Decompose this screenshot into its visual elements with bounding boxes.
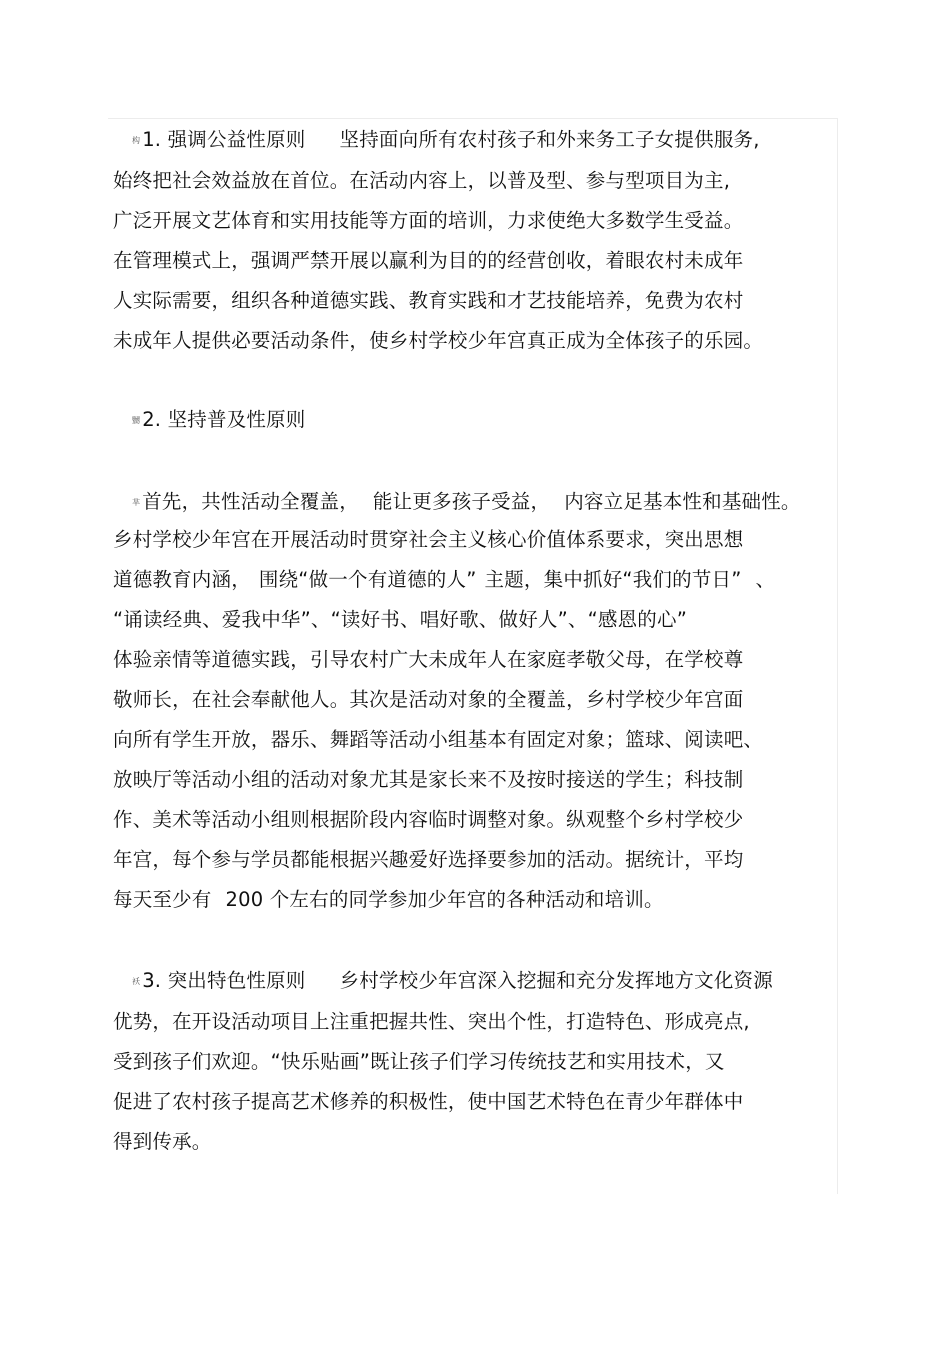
section-1-line: 始终把社会效益放在首位。在活动内容上，以普及型、参与型项目为主,: [113, 169, 731, 192]
section-1-heading: 1. 强调公益性原则: [142, 128, 306, 151]
section-2-line: 作、美术等活动小组则根据阶段内容临时调整对象。纵观整个乡村学校少: [113, 808, 744, 831]
section-3-marker: 袄: [132, 976, 141, 986]
section-2-first-part: 首先，共性活动全覆盖，: [142, 490, 359, 513]
section-2-part: 每天至少有: [113, 888, 212, 911]
section-1-line: 人实际需要，组织各种道德实践、教育实践和才艺技能培养，免费为农村: [113, 289, 744, 312]
section-2-line: “诵读经典、爱我中华”、“读好书、唱好歌、做好人”、“感恩的心”: [113, 608, 688, 631]
section-2-part: 道德教育内涵，: [113, 568, 251, 591]
section-3-first-line: [132, 968, 773, 995]
section-1-line: 未成年人提供必要活动条件，使乡村学校少年宫真正成为全体孩子的乐园。: [113, 329, 764, 352]
section-1-line: 广泛开展文艺体育和实用技能等方面的培训，力求使绝大多数学生受益。: [113, 209, 744, 232]
section-2-part: 主题，集中抓好“我们的节日”: [484, 568, 742, 591]
section-2-line: 乡村学校少年宫在开展活动时贯穿社会主义核心价值体系要求，突出思想: [113, 528, 744, 551]
section-3-line: 促进了农村孩子提高艺术修养的积极性，使中国艺术特色在青少年群体中: [113, 1090, 744, 1113]
section-2-first-line: [132, 489, 801, 516]
section-2-first-part: 内容立足基本性和基础性。: [564, 490, 801, 513]
section-2-line: 敬师长，在社会奉献他人。其次是活动对象的全覆盖，乡村学校少年宫面: [113, 688, 744, 711]
section-2-first-part: 能让更多孩子受益，: [372, 490, 551, 513]
section-2-body-marker: 芈: [132, 497, 141, 507]
section-2-part: 、: [755, 568, 776, 591]
section-3-line: 受到孩子们欢迎。“快乐贴画”既让孩子们学习传统技艺和实用技术，又: [113, 1050, 725, 1073]
section-2-part: 200 个左右的同学参加少年宫的各种活动和培训。: [225, 888, 664, 911]
section-1-marker: 构: [132, 135, 141, 145]
section-2-line: 年宫，每个参与学员都能根据兴趣爱好选择要参加的活动。据统计，平均: [113, 848, 744, 871]
section-2-line: 向所有学生开放，器乐、舞蹈等活动小组基本有固定对象；篮球、阅读吧、: [113, 728, 764, 751]
section-1-first-text: 坚持面向所有农村孩子和外来务工子女提供服务,: [339, 128, 760, 151]
section-1-first-line: [132, 127, 760, 154]
section-3-line: 优势，在开设活动项目上注重把握共性、突出个性，打造特色、形成亮点,: [113, 1010, 750, 1033]
section-2-line-mixed: [113, 887, 664, 913]
section-3-first-text: 乡村学校少年宫深入挖掘和充分发挥地方文化资源: [339, 969, 773, 992]
section-2-part: 围绕“做一个有道德的人”: [258, 568, 477, 591]
section-2-line: 体验亲情等道德实践，引导农村广大未成年人在家庭孝敬父母，在学校尊: [113, 648, 744, 671]
section-1-line: 在管理模式上，强调严禁开展以赢利为目的的经营创收，着眼农村未成年: [113, 249, 744, 272]
section-2-heading-line: [132, 407, 306, 434]
section-2-line: 放映厅等活动小组的活动对象尤其是家长来不及按时接送的学生；科技制: [113, 768, 744, 791]
section-3-heading: 3. 突出特色性原则: [142, 969, 306, 992]
section-3-line: 得到传承。: [113, 1130, 212, 1153]
section-2-line-mixed: [113, 567, 775, 593]
section-2-heading: 2. 坚持普及性原则: [142, 408, 306, 431]
section-2-marker: 嬲: [132, 415, 141, 425]
